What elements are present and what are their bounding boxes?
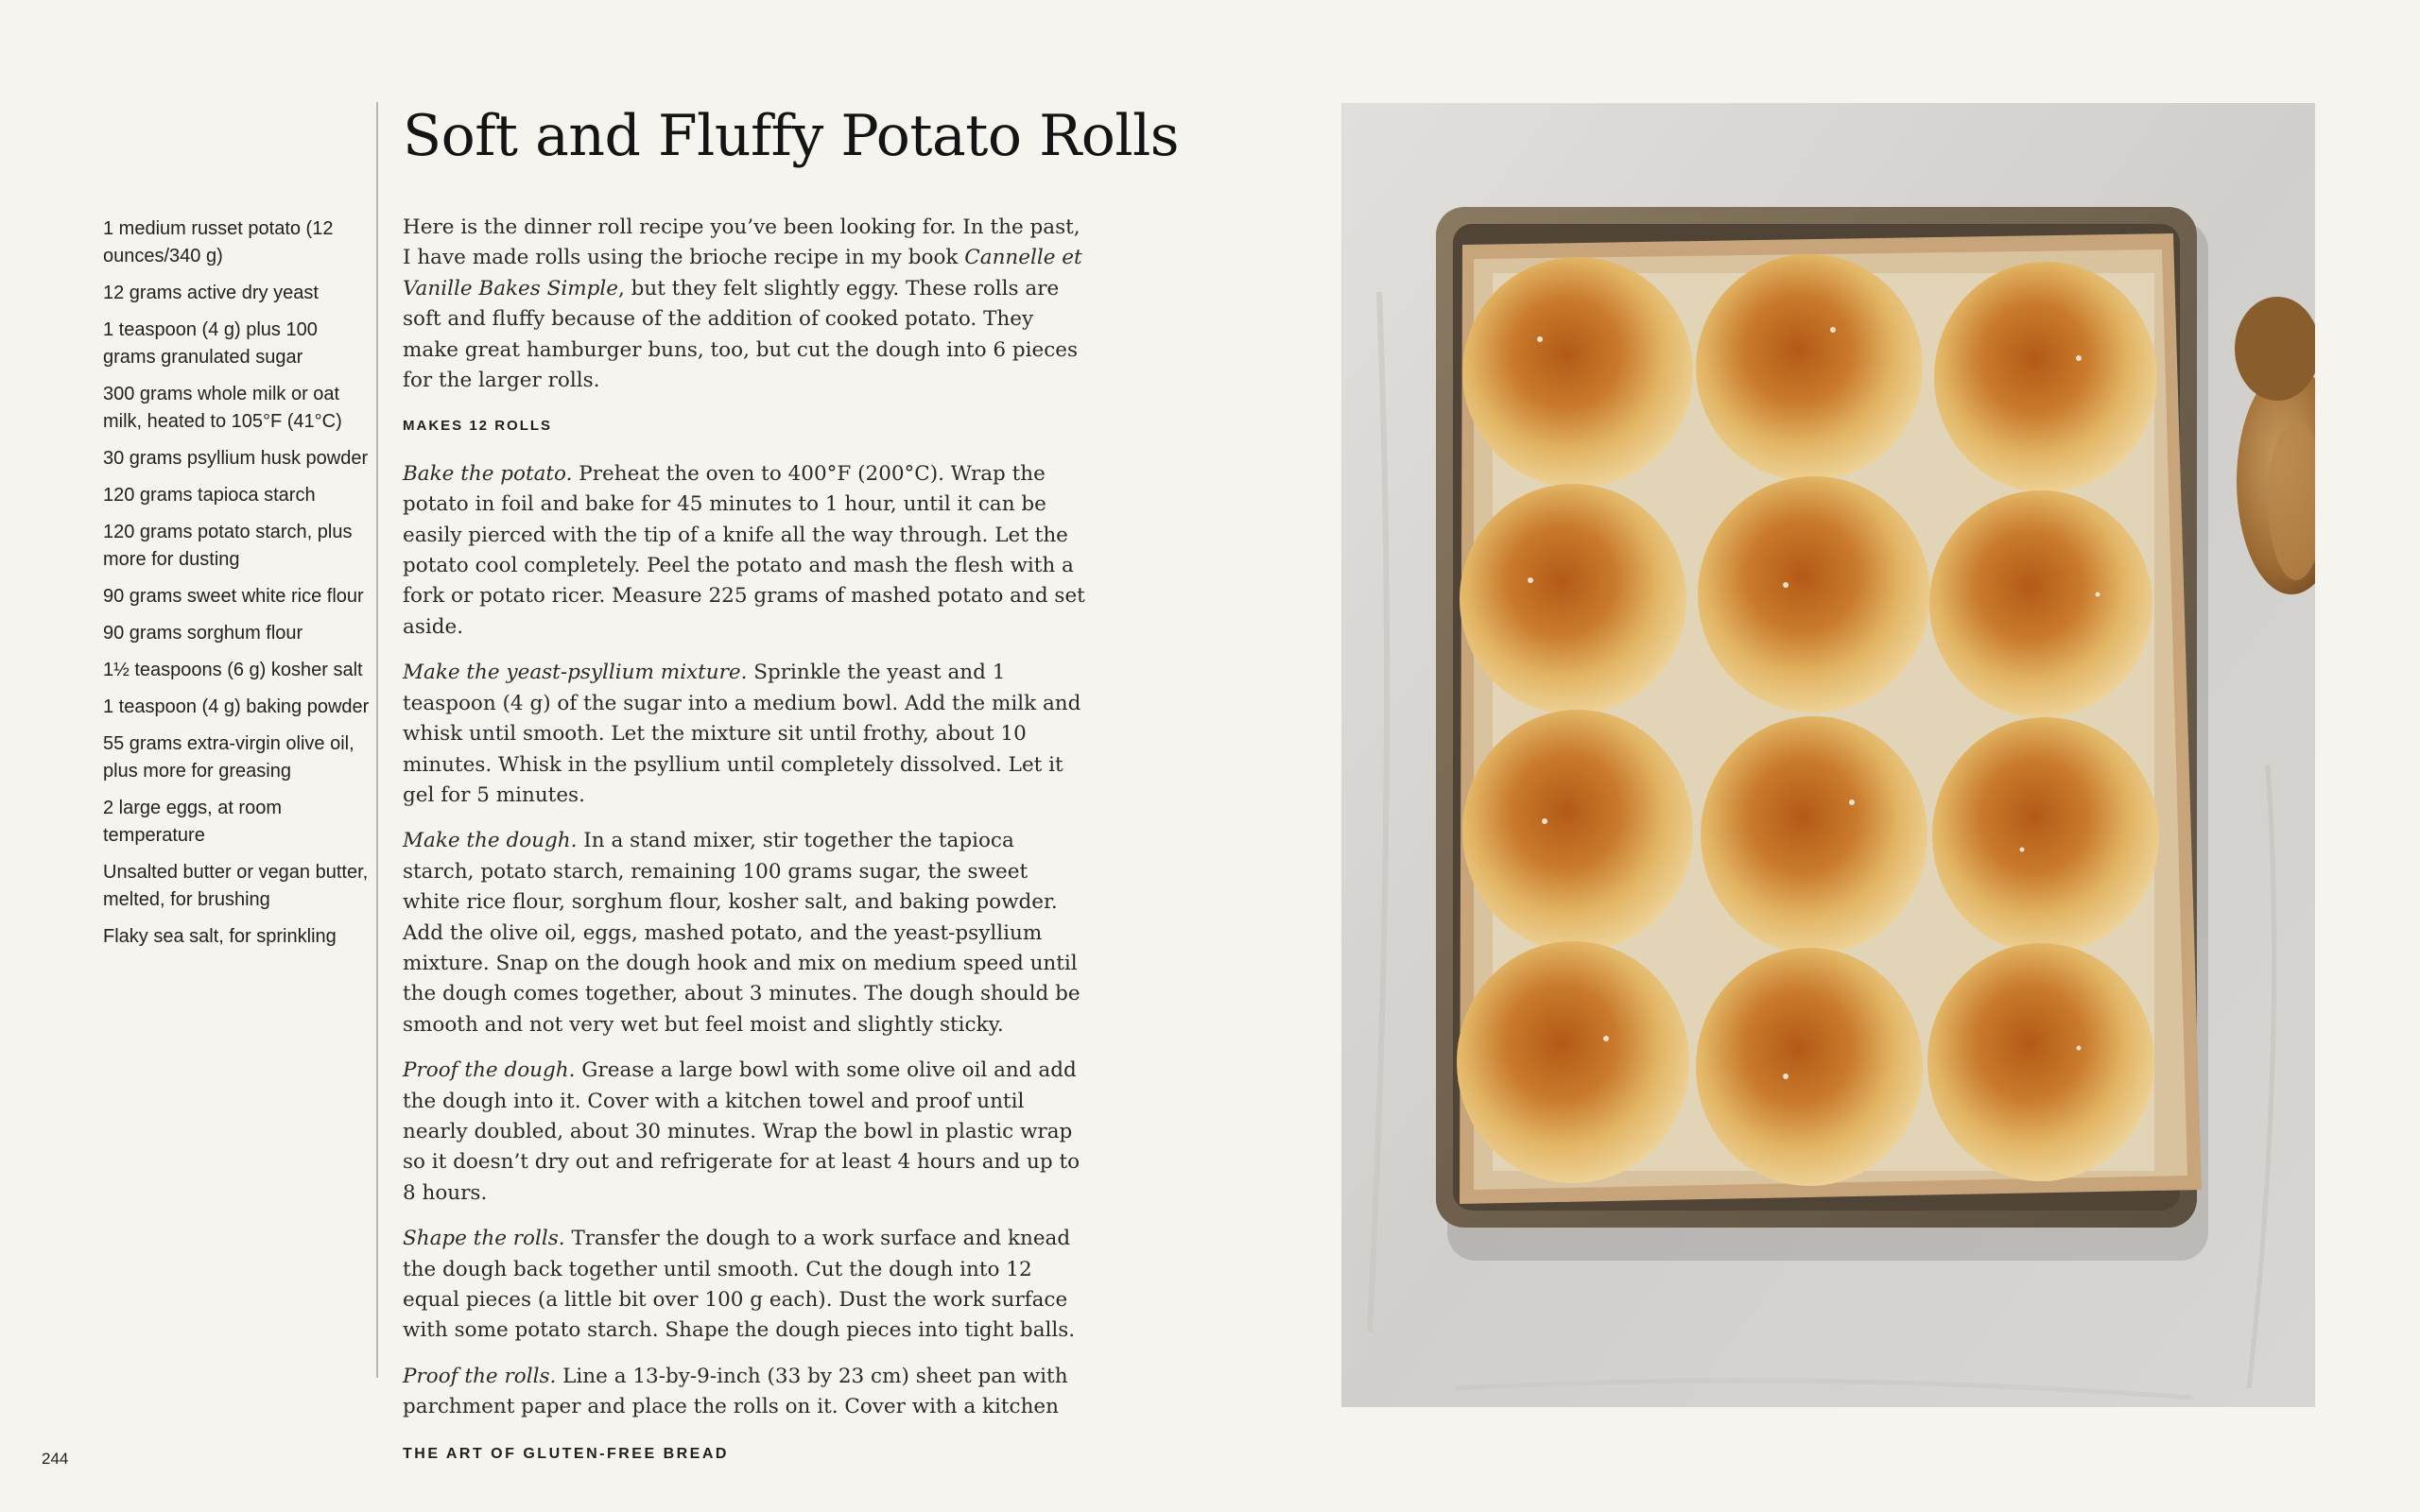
column-divider	[376, 102, 378, 1378]
ingredient-item: 90 grams sweet white rice flour	[103, 586, 364, 607]
yield-label: MAKES 12 ROLLS	[403, 418, 553, 435]
page-number: 244	[42, 1450, 69, 1468]
step-text: In a stand mixer, stir together the tapioca starch, potato starch, remaining 100 grams sugar, the sweet white rice flour, sorghum flour, kosher salt, and baking powder. Add the olive oil, eggs, mashed potato, and the yeast-psyllium mixture. Snap on the dough hook and mix on medium speed until the dough comes together, about 3 minutes. The dough should be smooth and not very wet but feel moist and slightly sticky.	[403, 829, 1080, 1037]
ingredient-item: Flaky sea salt, for sprinkling	[103, 926, 337, 947]
recipe-title: Soft and Fluffy Potato Rolls	[403, 103, 1180, 169]
intro-text: Here is the dinner roll recipe you’ve been looking for. In the past, I have made rolls using the brioche recipe in my book	[403, 215, 1080, 270]
ingredient-item: 2 large eggs, at room temperature	[103, 798, 282, 846]
step-text: Preheat the oven to 400°F (200°C). Wrap the potato in foil and bake for 45 minutes to 1 hour, until it can be easily pierced with the tip of a knife all the way through. Let the potato cool completely. Peel the potato and mash the flesh with a fork or potato ricer. Measure 225 grams of mashed potato and set aside.	[403, 461, 1085, 639]
potato-rolls-photo	[1341, 103, 2315, 1407]
step-text: Grease a large bowl with some olive oil and add the dough into it. Cover with a kitchen towel and proof until nearly doubled, about 30 minutes. Wrap the bowl in plastic wrap so it doesn’t dry out and refrigerate for at least 4 hours and up to 8 hours.	[403, 1058, 1080, 1205]
step-paragraph	[403, 658, 1088, 811]
step-title: Bake the potato.	[403, 461, 573, 486]
ingredient-item: 1 teaspoon (4 g) plus 100 grams granulated sugar	[103, 319, 318, 368]
ingredient-item: 120 grams potato starch, plus more for dusting	[103, 522, 353, 570]
step-paragraph	[403, 1362, 1088, 1423]
step-text: Sprinkle the yeast and 1 teaspoon (4 g) of the sugar into a medium bowl. Add the milk and whisk until smooth. Let the mixture sit until frothy, about 10 minutes. Whisk in the psyllium until completely dissolved. Let it gel for 5 minutes.	[403, 661, 1081, 807]
ingredient-item: 55 grams extra-virgin olive oil, plus more for greasing	[103, 733, 354, 782]
ingredient-item: 300 grams whole milk or oat milk, heated to 105°F (41°C)	[103, 384, 342, 432]
step-title: Proof the dough.	[403, 1058, 576, 1083]
ingredient-item: Unsalted butter or vegan butter, melted, for brushing	[103, 862, 369, 910]
step-text: Transfer the dough to a work surface and knead the dough back together until smooth. Cut the dough into 12 equal pieces (a little bit over 100 g each). Dust the work surface with some potato starch. Shape the dough pieces into tight balls.	[403, 1227, 1076, 1343]
step-paragraph	[403, 826, 1088, 1040]
book-reference: Cannelle et Vanille Bakes Simple	[403, 246, 1082, 301]
step-paragraph	[403, 459, 1088, 643]
intro-paragraph	[403, 213, 1088, 396]
rolls-photo-illustration	[1341, 103, 2315, 1407]
step-paragraph	[403, 1056, 1088, 1209]
step-text: Line a 13-by-9-inch (33 by 23 cm) sheet pan with parchment paper and place the rolls on it. Cover with a kitchen	[403, 1364, 1068, 1419]
step-title: Shape the rolls.	[403, 1227, 565, 1251]
ingredient-item: 90 grams sorghum flour	[103, 623, 303, 644]
step-title: Proof the rolls.	[403, 1364, 557, 1388]
ingredients-list	[103, 215, 370, 960]
step-paragraph	[403, 1224, 1088, 1347]
ingredient-item: 30 grams psyllium husk powder	[103, 448, 369, 469]
ingredient-item: 120 grams tapioca starch	[103, 485, 316, 506]
ingredient-item: 1½ teaspoons (6 g) kosher salt	[103, 660, 363, 680]
ingredient-item: 1 teaspoon (4 g) baking powder	[103, 696, 370, 717]
ingredient-item: 1 medium russet potato (12 ounces/340 g)	[103, 218, 334, 266]
ingredient-item: 12 grams active dry yeast	[103, 283, 319, 303]
recipe-body	[403, 213, 1088, 1438]
step-title: Make the yeast-psyllium mixture.	[403, 661, 748, 685]
intro-text-end: , but they felt slightly eggy. These rolls are soft and fluffy because of the addition of cooked potato. They make great hamburger buns, too, but cut the dough into 6 pieces for the larger rolls.	[403, 276, 1079, 393]
running-footer: THE ART OF GLUTEN-FREE BREAD	[403, 1446, 729, 1462]
step-title: Make the dough.	[403, 829, 578, 853]
